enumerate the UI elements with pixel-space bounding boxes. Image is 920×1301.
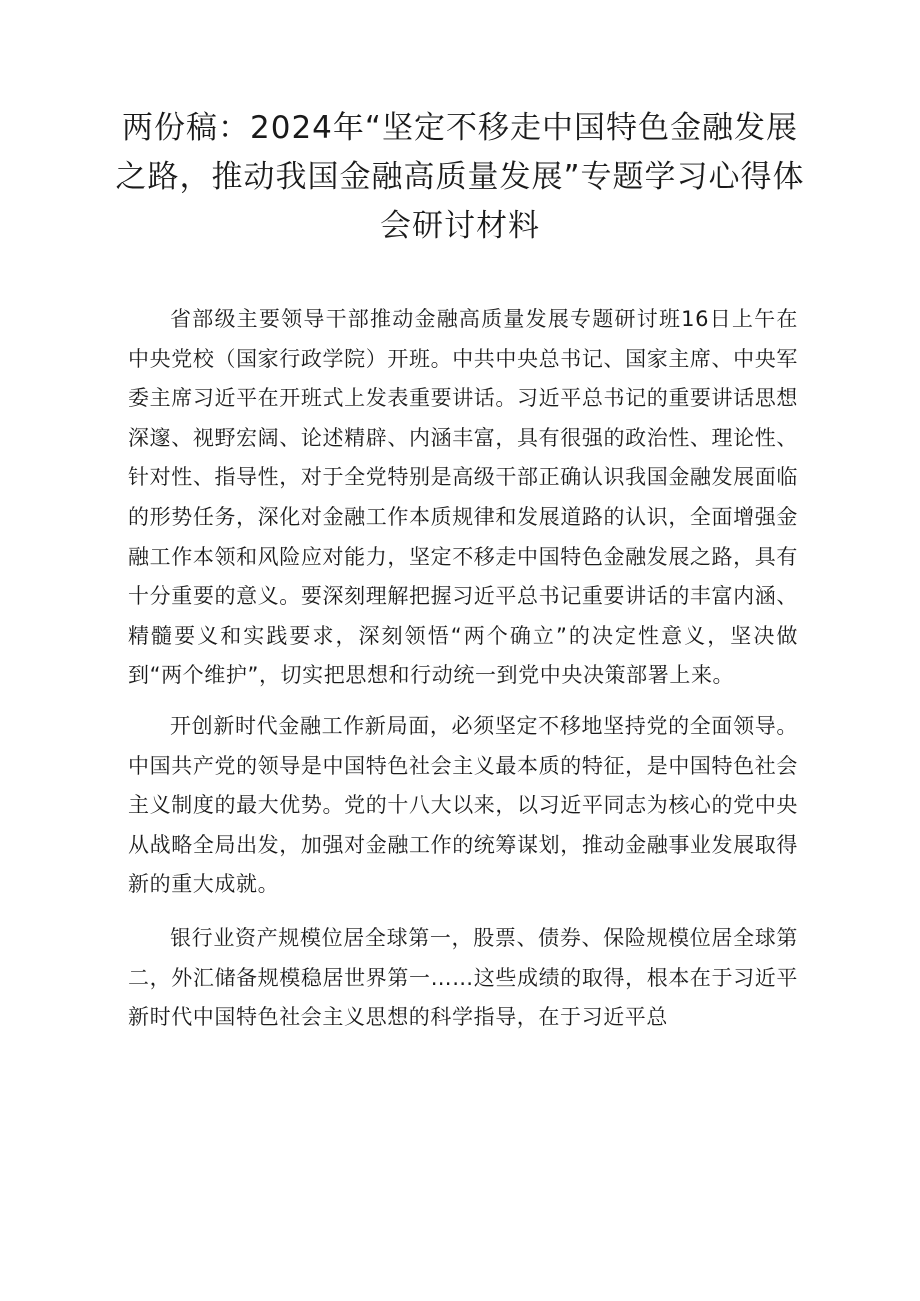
paragraph-2: 开创新时代金融工作新局面，必须坚定不移地坚持党的全面领导。中国共产党的领导是中国特色社会主义最本质的特征，是中国特色社会主义制度的最大优势。党的十八大以来，以习近平同志为核心的党中央从战略全局出发，加强对金融工作的统筹谋划，推动金融事业发展取得新的重大成就。 xyxy=(128,713,798,897)
paragraph-3: 银行业资产规模位居全球第一，股票、债券、保险规模位居全球第二，外汇储备规模稳居世界第一……这些成绩的取得，根本在于习近平新时代中国特色社会主义思想的科学指导，在于习近平总 xyxy=(128,925,798,1030)
document-body xyxy=(128,300,798,1038)
document-title: 两份稿：2024年“坚定不移走中国特色金融发展之路，推动我国金融高质量发展”专题学习心得体会研讨材料 xyxy=(115,110,805,244)
paragraph-1: 省部级主要领导干部推动金融高质量发展专题研讨班16日上午在中央党校（国家行政学院）开班。中共中央总书记、国家主席、中央军委主席习近平在开班式上发表重要讲话。习近平总书记的重要讲话思想深邃、视野宏阔、论述精辟、内涵丰富，具有很强的政治性、理论性、针对性、指导性，对于全党特别是高级干部正确认识我国金融发展面临的形势任务，深化对金融工作本质规律和发展道路的认识，全面增强金融工作本领和风险应对能力，坚定不移走中国特色金融发展之路，具有十分重要的意义。要深刻理解把握习近平总书记重要讲话的丰富内涵、精髓要义和实践要求，深刻领悟“两个确立”的决定性意义，坚决做到“两个维护”，切实把思想和行动统一到党中央决策部署上来。 xyxy=(128,307,798,688)
